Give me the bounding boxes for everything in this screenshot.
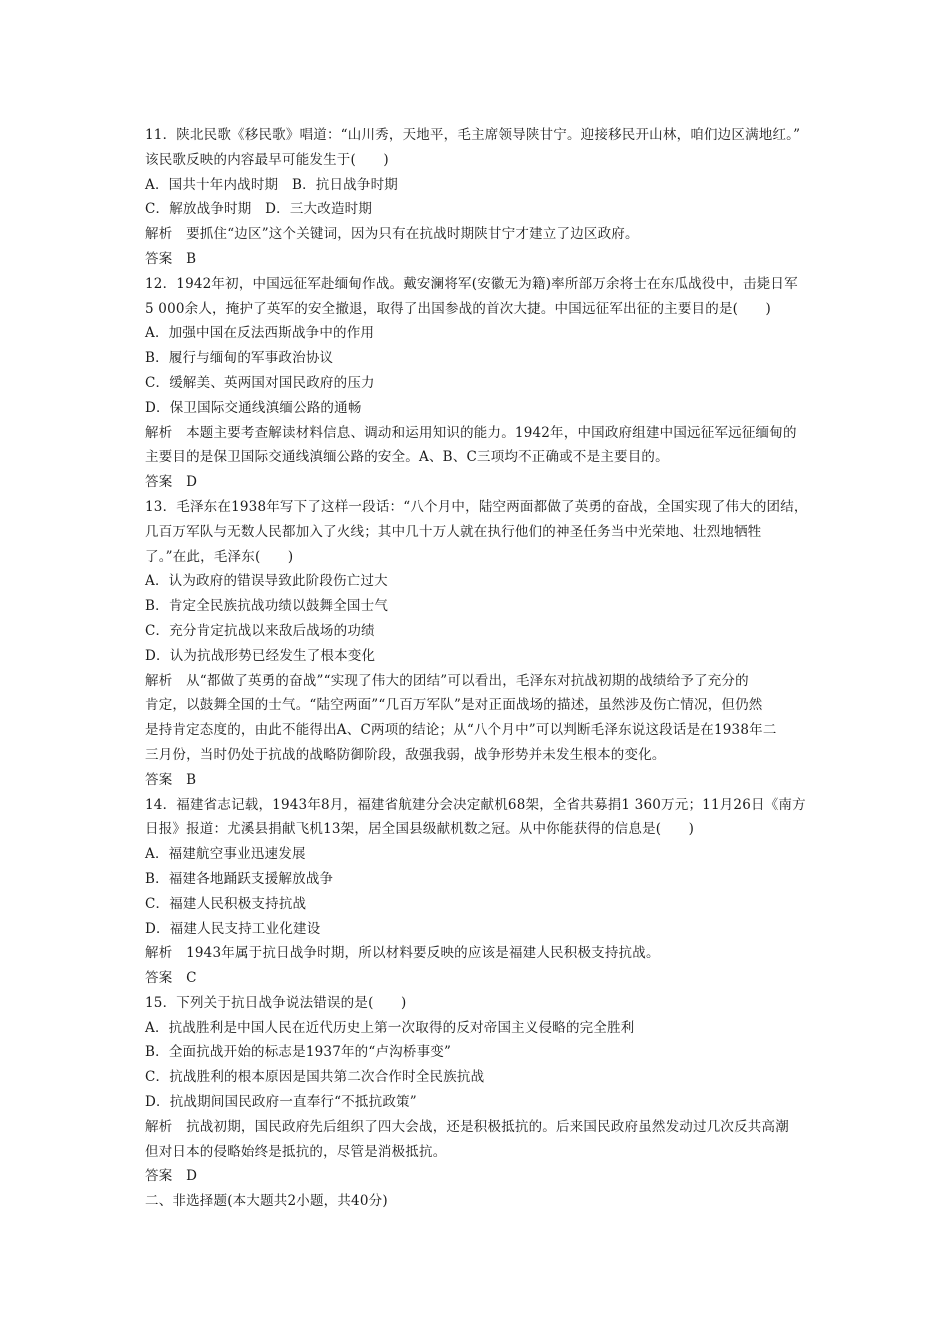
text-line: D．认为抗战形势已经发生了根本变化 bbox=[145, 647, 376, 664]
text-line: 该民歌反映的内容最早可能发生于( ) bbox=[145, 151, 389, 168]
text-line: 主要目的是保卫国际交通线滇缅公路的安全。A、B、C三项均不正确或不是主要目的。 bbox=[145, 449, 669, 466]
text-line: 三月份，当时仍处于抗战的战略防御阶段，敌强我弱，战争形势并未发生根本的变化。 bbox=[145, 746, 666, 763]
text-line: 解析 抗战初期，国民政府先后组织了四大会战，还是积极抵抗的。后来国民政府虽然发动过几次反共高潮 bbox=[145, 1118, 789, 1135]
text-line: C．缓解美、英两国对国民政府的压力 bbox=[145, 374, 375, 391]
text-line: B．福建各地踊跃支援解放战争 bbox=[145, 870, 334, 887]
text-line: A．福建航空事业迅速发展 bbox=[145, 846, 306, 863]
text-line: 11．陕北民歌《移民歌》唱道：“山川秀，天地平，毛主席领导陕甘宁。迎接移民开山林，咱们边区满地红。” bbox=[145, 127, 801, 143]
document-body bbox=[145, 123, 825, 1214]
text-line: C．福建人民积极支持抗战 bbox=[145, 895, 307, 912]
text-line: 答案 C bbox=[145, 970, 197, 987]
text-line: 但对日本的侵略始终是抵抗的，尽管是消极抵抗。 bbox=[145, 1143, 447, 1160]
text-line: D．保卫国际交通线滇缅公路的通畅 bbox=[145, 399, 362, 416]
text-line: B．肯定全民族抗战功绩以鼓舞全国士气 bbox=[145, 598, 389, 615]
text-line: A．国共十年内战时期 B．抗日战争时期 bbox=[145, 176, 398, 193]
text-line: 了。”在此，毛泽东( ) bbox=[145, 548, 294, 565]
text-line: B．全面抗战开始的标志是1937年的“卢沟桥事变” bbox=[145, 1044, 452, 1061]
text-line: D．抗战期间国民政府一直奉行“不抵抗政策” bbox=[145, 1094, 417, 1111]
text-line: 15．下列关于抗日战争说法错误的是( ) bbox=[145, 994, 407, 1011]
text-line: 13．毛泽东在1938年写下了这样一段话：“八个月中，陆空两面都做了英勇的奋战，全国实现了伟大的团结， bbox=[145, 498, 808, 515]
text-line: A．加强中国在反法西斯战争中的作用 bbox=[145, 325, 375, 342]
text-line: 答案 D bbox=[145, 474, 198, 491]
text-line: B．履行与缅甸的军事政治协议 bbox=[145, 350, 334, 367]
text-line: 解析 从“都做了英勇的奋战”“实现了伟大的团结”可以看出，毛泽东对抗战初期的战绩给予了充分的 bbox=[145, 672, 749, 689]
text-line: C．充分肯定抗战以来敌后战场的功绩 bbox=[145, 622, 375, 639]
text-line: C．解放战争时期 D．三大改造时期 bbox=[145, 201, 373, 218]
text-line: 答案 B bbox=[145, 250, 197, 267]
text-line: 二、非选择题(本大题共2小题，共40分) bbox=[145, 1193, 388, 1210]
text-line: 日报》报道：尤溪县捐献飞机13架，居全国县级献机数之冠。从中你能获得的信息是( ) bbox=[145, 821, 695, 838]
text-line: 12．1942年初，中国远征军赴缅甸作战。戴安澜将军(安徽无为籍)率所部万余将士在东瓜战役中，击毙日军 bbox=[145, 275, 798, 292]
text-line: A．认为政府的错误导致此阶段伤亡过大 bbox=[145, 573, 388, 590]
text-line: 答案 D bbox=[145, 1168, 198, 1185]
text-line: C．抗战胜利的根本原因是国共第二次合作时全民族抗战 bbox=[145, 1069, 485, 1086]
text-line: 肯定，以鼓舞全国的士气。“陆空两面”“几百万军队”是对正面战场的描述，虽然涉及伤亡情况，但仍然 bbox=[145, 697, 763, 714]
text-line: 解析 1943年属于抗日战争时期，所以材料要反映的应该是福建人民积极支持抗战。 bbox=[145, 945, 660, 962]
text-line: 5 000余人，掩护了英军的安全撤退，取得了出国参战的首次大捷。中国远征军出征的主要目的是( ) bbox=[145, 300, 771, 317]
text-line: 14．福建省志记载，1943年8月，福建省航建分会决定献机68架，全省共募捐1 360万元；11月26日《南方 bbox=[145, 796, 806, 813]
text-line: 是持肯定态度的，由此不能得出A、C两项的结论；从“八个月中”可以判断毛泽东说这段话是在1938年二 bbox=[145, 722, 777, 739]
text-line: 解析 本题主要考查解读材料信息、调动和运用知识的能力。1942年，中国政府组建中国远征军远征缅甸的 bbox=[145, 424, 797, 441]
text-line: A．抗战胜利是中国人民在近代历史上第一次取得的反对帝国主义侵略的完全胜利 bbox=[145, 1019, 635, 1036]
text-line: D．福建人民支持工业化建设 bbox=[145, 920, 321, 937]
text-line: 答案 B bbox=[145, 771, 197, 788]
text-line: 解析 要抓住“边区”这个关键词，因为只有在抗战时期陕甘宁才建立了边区政府。 bbox=[145, 226, 639, 243]
text-line: 几百万军队与无数人民都加入了火线；其中几十万人就在执行他们的神圣任务当中光荣地、壮烈地牺牲 bbox=[145, 523, 762, 540]
